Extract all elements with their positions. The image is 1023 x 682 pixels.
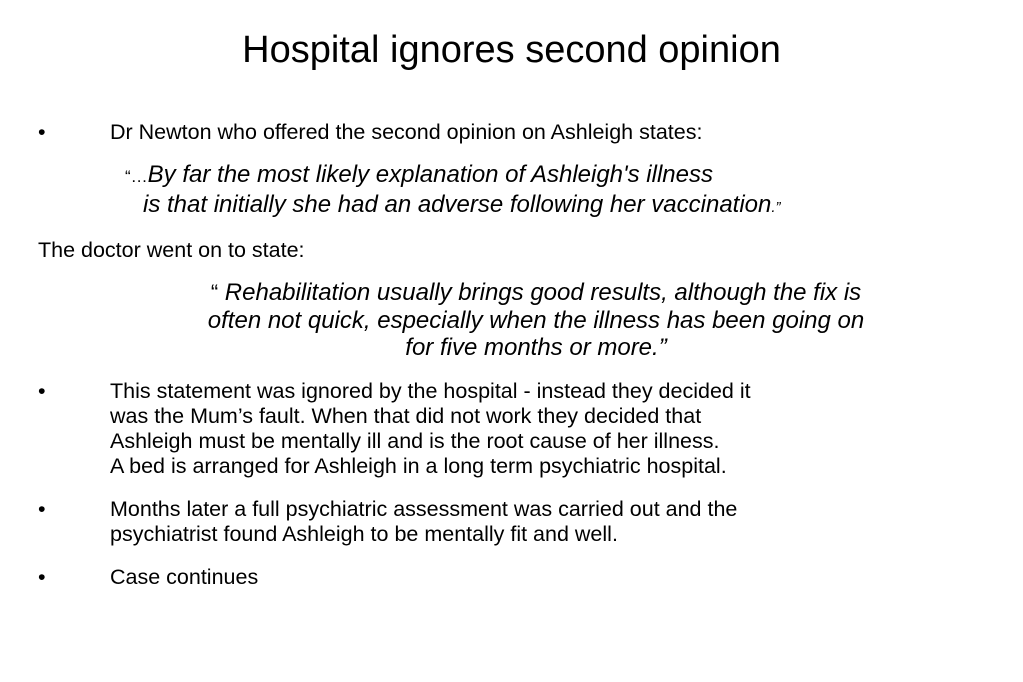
quote-line: often not quick, especially when the illness has been going on bbox=[207, 306, 865, 334]
bullet-text bbox=[110, 379, 970, 479]
bullet-line: This statement was ignored by the hospital - instead they decided it bbox=[110, 379, 751, 403]
bullet-line: A bed is arranged for Ashleigh in a long term psychiatric hospital. bbox=[110, 454, 727, 478]
bullet-marker: • bbox=[38, 379, 46, 403]
quote-text: is that initially she had an adverse following her vaccination bbox=[143, 190, 772, 218]
quote-doctor bbox=[110, 279, 962, 362]
bullet-marker: • bbox=[38, 120, 46, 144]
quote-open-mark: “ bbox=[210, 280, 219, 305]
bullet-line: was the Mum’s fault. When that did not work they decided that bbox=[110, 404, 702, 428]
bullet-text: Case continues bbox=[110, 565, 259, 589]
slide-title: Hospital ignores second opinion bbox=[242, 29, 781, 71]
bullet-text: Dr Newton who offered the second opinion on Ashleigh states: bbox=[110, 120, 703, 144]
intro-text: The doctor went on to state: bbox=[38, 238, 305, 262]
bullet-text bbox=[110, 497, 970, 547]
bullet-marker: • bbox=[38, 565, 46, 589]
bullet-line: Months later a full psychiatric assessment was carried out and the bbox=[110, 497, 738, 521]
quote-line bbox=[125, 191, 781, 222]
quote-close-mark: .” bbox=[771, 198, 781, 216]
bullet-line: Ashleigh must be mentally ill and is the root cause of her illness. bbox=[110, 429, 720, 453]
quote-text: Rehabilitation usually brings good results, although the fix is bbox=[218, 279, 862, 306]
quote-text: By far the most likely explanation of Ashleigh's illness bbox=[147, 161, 713, 188]
quote-line bbox=[125, 161, 781, 191]
quote-open-mark: “… bbox=[125, 167, 148, 186]
bullet-marker: • bbox=[38, 497, 46, 521]
quote-line bbox=[110, 279, 962, 307]
quote-newton bbox=[125, 161, 781, 221]
bullet-line: psychiatrist found Ashleigh to be mentally fit and well. bbox=[110, 522, 618, 546]
quote-line: for five months or more.” bbox=[405, 334, 667, 361]
